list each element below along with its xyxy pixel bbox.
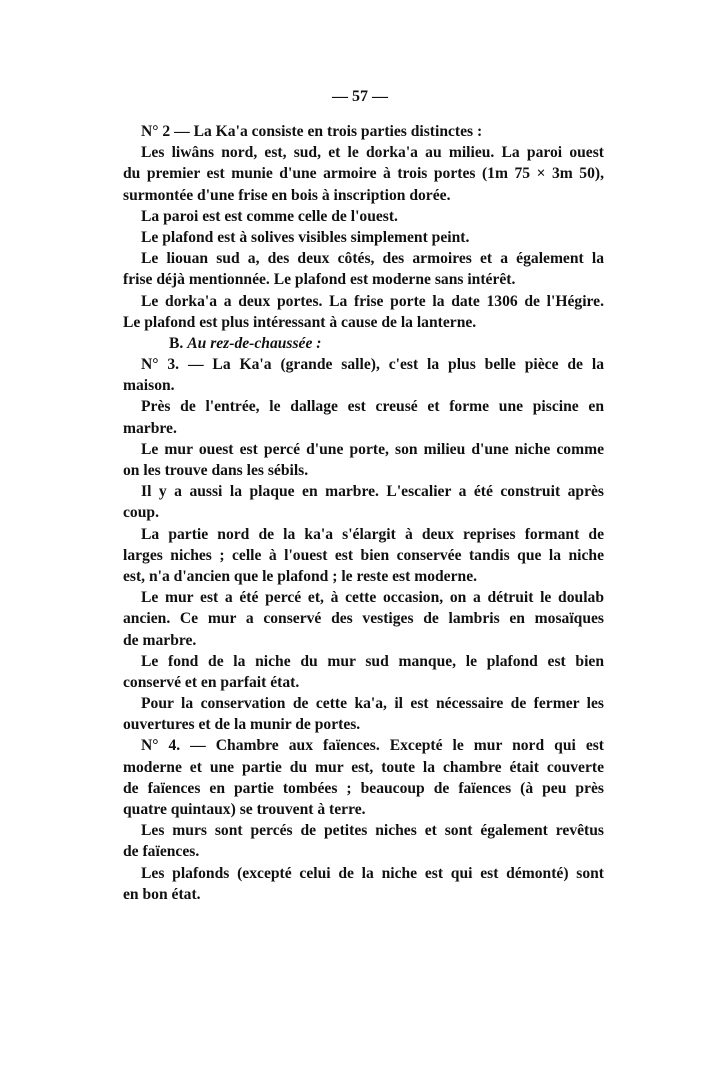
section-letter: B.	[169, 334, 184, 352]
text-line: N° 4. — Chambre aux faïences. Excepté le mur nord qui est	[141, 737, 604, 755]
text-line: Le mur ouest est percé d'une porte, son milieu d'une niche comme	[141, 440, 604, 458]
text-line: Le mur est a été percé et, à cette occasion, on a détruit le doulab	[141, 589, 604, 607]
paragraph	[123, 481, 604, 523]
paragraph	[123, 524, 604, 588]
text-line: surmontée d'une frise en bois à inscription dorée.	[123, 186, 451, 204]
section-title: Au rez-de-chaussée :	[187, 334, 322, 352]
text-line: Les liwâns nord, est, sud, et le dorka'a au milieu. La paroi ouest	[141, 144, 604, 162]
text-line: N° 3. — La Ka'a (grande salle), c'est la plus belle pièce de la	[141, 356, 604, 374]
text-line: Près de l'entrée, le dallage est creusé et forme une piscine en	[141, 398, 604, 416]
paragraph	[123, 587, 604, 651]
section-heading-line	[123, 333, 604, 354]
section-heading	[123, 333, 604, 354]
text-line: Le liouan sud a, des deux côtés, des armoires et a également la	[141, 250, 604, 268]
paragraph	[123, 396, 604, 438]
paragraph	[123, 651, 604, 693]
text-line: Les plafonds (excepté celui de la niche est qui est démonté) sont	[141, 864, 604, 882]
text-line: marbre.	[123, 419, 177, 437]
text-line: Les murs sont percés de petites niches et sont également revêtus	[141, 822, 604, 840]
text-line: de faïences.	[123, 843, 200, 861]
paragraph	[123, 121, 604, 142]
text-line: de faïences en partie tombées ; beaucoup de faïences (à peu près	[123, 779, 604, 797]
page-number: — 57 —	[332, 88, 388, 105]
text-line: Il y a aussi la plaque en marbre. L'escalier a été construit après	[141, 483, 604, 501]
text-line: Le fond de la niche du mur sud manque, le plafond est bien	[141, 652, 604, 670]
text-line: larges niches ; celle à l'ouest est bien conservée tandis que la niche	[123, 546, 604, 564]
text-line: N° 2 — La Ka'a consiste en trois parties distinctes :	[141, 123, 483, 140]
paragraph	[123, 142, 604, 206]
paragraph	[123, 863, 604, 905]
text-line: Le plafond est à solives visibles simplement peint.	[141, 228, 470, 246]
text-line: La paroi est est comme celle de l'ouest.	[141, 207, 398, 225]
text-line: maison.	[123, 377, 175, 395]
paragraph	[123, 291, 604, 333]
text-line: on les trouve dans les sébils.	[123, 462, 309, 479]
text-line: La partie nord de la ka'a s'élargit à deux reprises formant de	[141, 525, 604, 543]
paragraph	[123, 248, 604, 290]
text-line: conservé et en parfait état.	[123, 673, 300, 691]
paragraph	[123, 693, 604, 735]
text-line: du premier est munie d'une armoire à trois portes (1m 75 × 3m 50),	[123, 165, 604, 183]
text-line: ouvertures et de la munir de portes.	[123, 716, 361, 734]
text-line: Le dorka'a a deux portes. La frise porte la date 1306 de l'Hégire.	[141, 292, 604, 310]
paragraph	[123, 439, 604, 481]
paragraph	[123, 227, 604, 248]
paragraph	[123, 206, 604, 227]
text-line: Pour la conservation de cette ka'a, il est nécessaire de fermer les	[141, 695, 604, 713]
paragraph	[123, 820, 604, 862]
body-text	[123, 121, 604, 905]
text-line: frise déjà mentionnée. Le plafond est moderne sans intérêt.	[123, 271, 516, 289]
paragraph	[123, 735, 604, 820]
paragraph	[123, 354, 604, 396]
text-line: ancien. Ce mur a conservé des vestiges de lambris en mosaïques	[123, 610, 604, 628]
text-line: est, n'a d'ancien que le plafond ; le reste est moderne.	[123, 567, 478, 585]
text-line: moderne et une partie du mur est, toute la chambre était couverte	[123, 758, 604, 776]
text-line: Le plafond est plus intéressant à cause de la lanterne.	[123, 313, 477, 331]
text-line: quatre quintaux) se trouvent à terre.	[123, 801, 366, 818]
text-line: en bon état.	[123, 885, 201, 903]
text-line: de marbre.	[123, 631, 197, 649]
text-line: coup.	[123, 504, 159, 522]
